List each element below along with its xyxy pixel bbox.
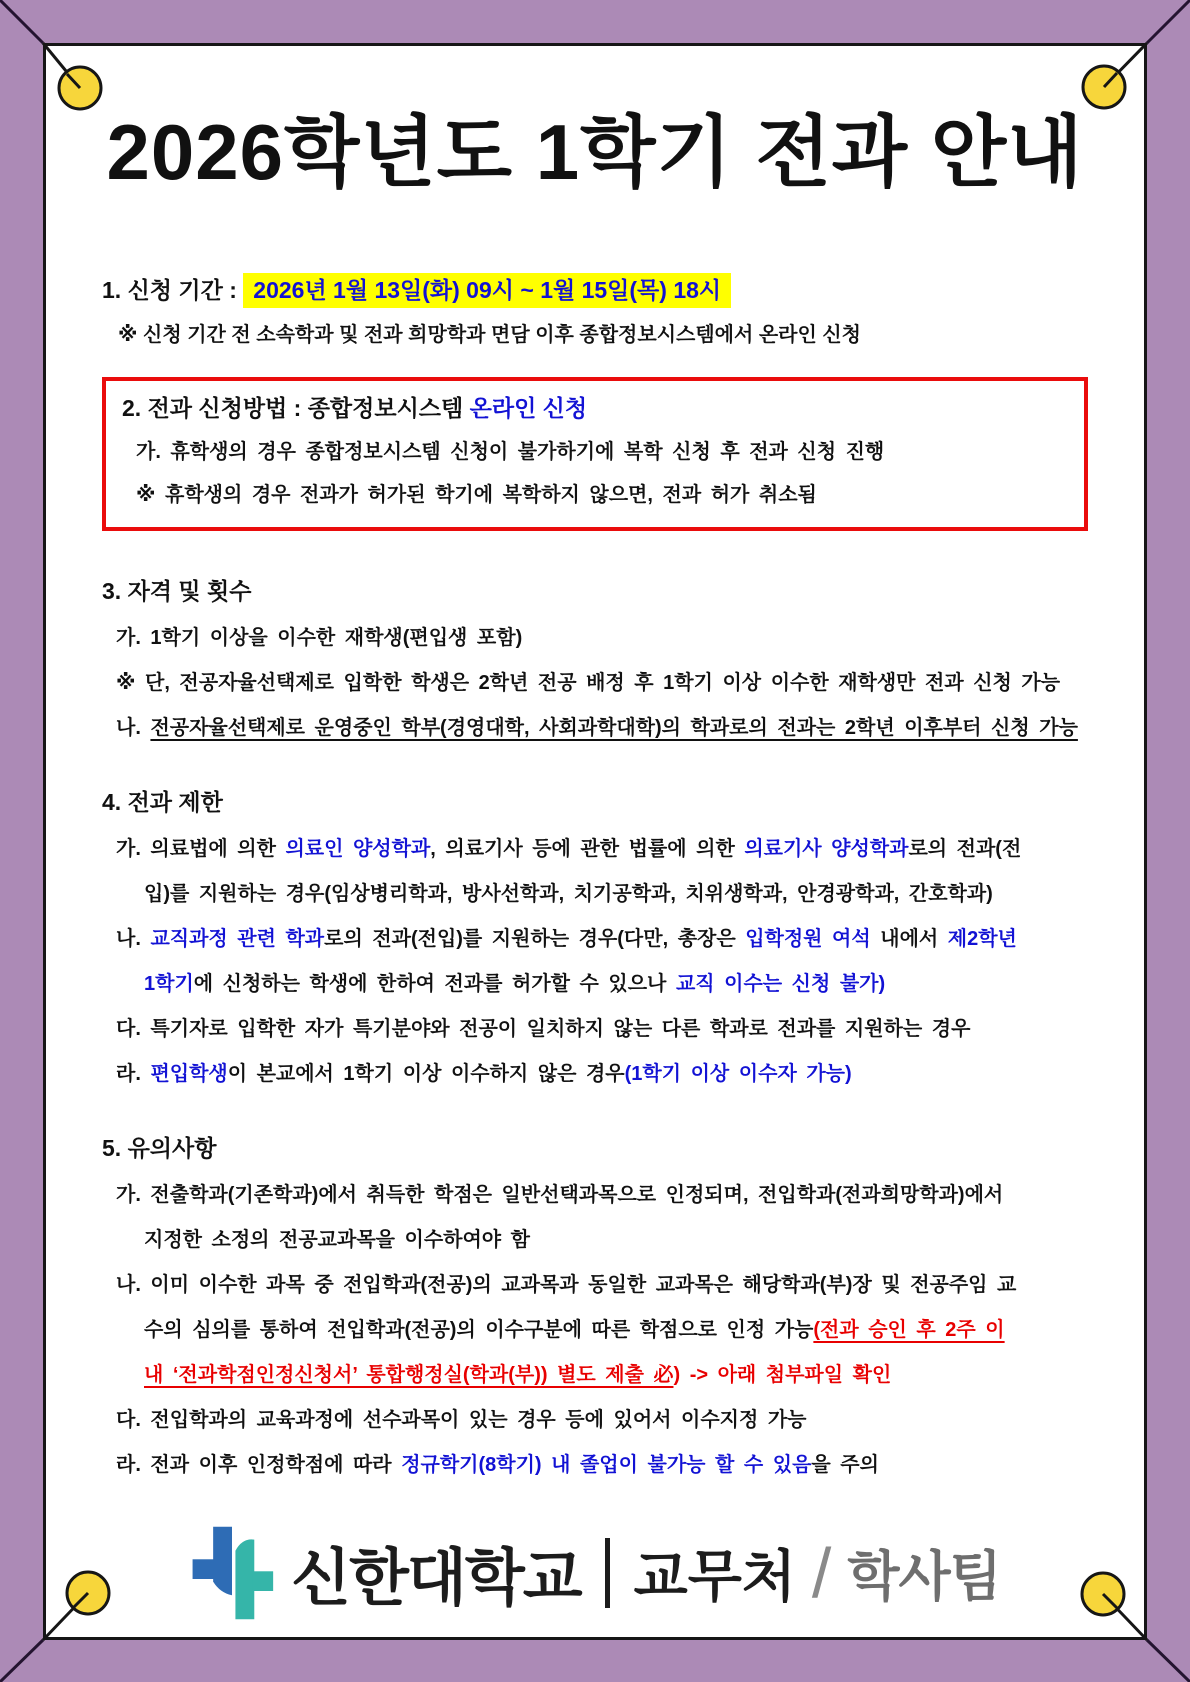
section-4-item-d: 라. 편입학생이 본교에서 1학기 이상 이수하지 않은 경우(1학기 이상 이수자 가능)	[116, 1062, 852, 1085]
footer-team: 학사팀	[847, 1547, 1001, 1608]
section-5-item-b-line3: 내 ‘전과학점인정신청서’ 통합행정실(학과(부)) 별도 제출 必) -> 아래 첨부파일 확인	[144, 1363, 892, 1386]
section-4-heading: 4. 전과 제한	[102, 788, 223, 815]
section-4-item-b-line1: 나. 교직과정 관련 학과로의 전과(전입)를 지원하는 경우(다만, 총장은 입학정원 여석 내에서 제2학년	[116, 927, 1017, 950]
footer-slash: /	[811, 1533, 832, 1612]
section-4-item-a-line2: 입)를 지원하는 경우(임상병리학과, 방사선학과, 치기공학과, 치위생학과, 안경광학과, 간호학과)	[144, 882, 993, 905]
section-3-item-b: 나. 전공자율선택제로 운영중인 학부(경영대학, 사회과학대학)의 학과로의 전과는 2학년 이후부터 신청 가능	[116, 716, 1078, 739]
footer-university-name: 신한대학교	[291, 1544, 581, 1614]
section-5-item-d: 라. 전과 이후 인정학점에 따라 정규학기(8학기) 내 졸업이 불가능 할 수 있음을 주의	[116, 1453, 879, 1476]
section-2-highlight-box	[102, 377, 1088, 531]
section-5-item-a-line2: 지정한 소정의 전공교과목을 이수하여야 함	[144, 1228, 530, 1251]
section-3-item-a: 가. 1학기 이상을 이수한 재학생(편입생 포함)	[116, 626, 523, 649]
section-2-note: ※ 휴학생의 경우 전과가 허가된 학기에 복학하지 않으면, 전과 허가 취소됨	[136, 483, 817, 506]
section-4-item-b-line2: 1학기에 신청하는 학생에 한하여 전과를 허가할 수 있으나 교직 이수는 신청 불가)	[144, 972, 886, 995]
shinhan-university-logo-icon	[189, 1525, 275, 1621]
section-1-application-period: 1. 신청 기간 : 2026년 1월 13일(화) 09시 ~ 1월 15일(목) 18시	[102, 272, 1088, 305]
section-5-item-b-line1: 나. 이미 이수한 과목 중 전입학과(전공)의 교과목과 동일한 교과목은 해당학과(부)장 및 전공주임 교	[116, 1273, 1017, 1296]
footer-logo-row	[102, 1525, 1088, 1621]
footer-department: 교무처	[633, 1544, 796, 1608]
section-5-item-c: 다. 전입학과의 교육과정에 선수과목이 있는 경우 등에 있어서 이수지정 가능	[116, 1408, 807, 1431]
section-5-heading: 5. 유의사항	[102, 1134, 217, 1161]
section-2-item-a: 가. 휴학생의 경우 종합정보시스템 신청이 불가하기에 복학 신청 후 전과 신청 진행	[136, 440, 885, 463]
poster-paper	[43, 43, 1147, 1640]
section-2-heading: 2. 전과 신청방법 : 종합정보시스템 온라인 신청	[122, 394, 588, 421]
section-5-item-b-line2: 수의 심의를 통하여 전입학과(전공)의 이수구분에 따른 학점으로 인정 가능(전과 승인 후 2주 이	[144, 1318, 1005, 1341]
section-4-item-c: 다. 특기자로 입학한 자가 특기분야와 전공이 일치하지 않는 다른 학과로 전과를 지원하는 경우	[116, 1017, 971, 1040]
poster-title: 2026학년도 1학기 전과 안내	[106, 108, 1084, 196]
section-5-item-a-line1: 가. 전출학과(기존학과)에서 취득한 학점은 일반선택과목으로 인정되며, 전입학과(전과희망학과)에서	[116, 1183, 1004, 1206]
section-3-heading: 3. 자격 및 횟수	[102, 577, 252, 604]
section-3-note: ※ 단, 전공자율선택제로 입학한 학생은 2학년 전공 배정 후 1학기 이상 이수한 재학생만 전과 신청 가능	[116, 671, 1061, 694]
section-4-item-a-line1: 가. 의료법에 의한 의료인 양성학과, 의료기사 등에 관한 법률에 의한 의료기사 양성학과로의 전과(전	[116, 837, 1022, 860]
section-1-note: ※ 신청 기간 전 소속학과 및 전과 희망학과 면담 이후 종합정보시스템에서 온라인 신청	[118, 323, 862, 346]
footer-divider	[605, 1538, 610, 1608]
